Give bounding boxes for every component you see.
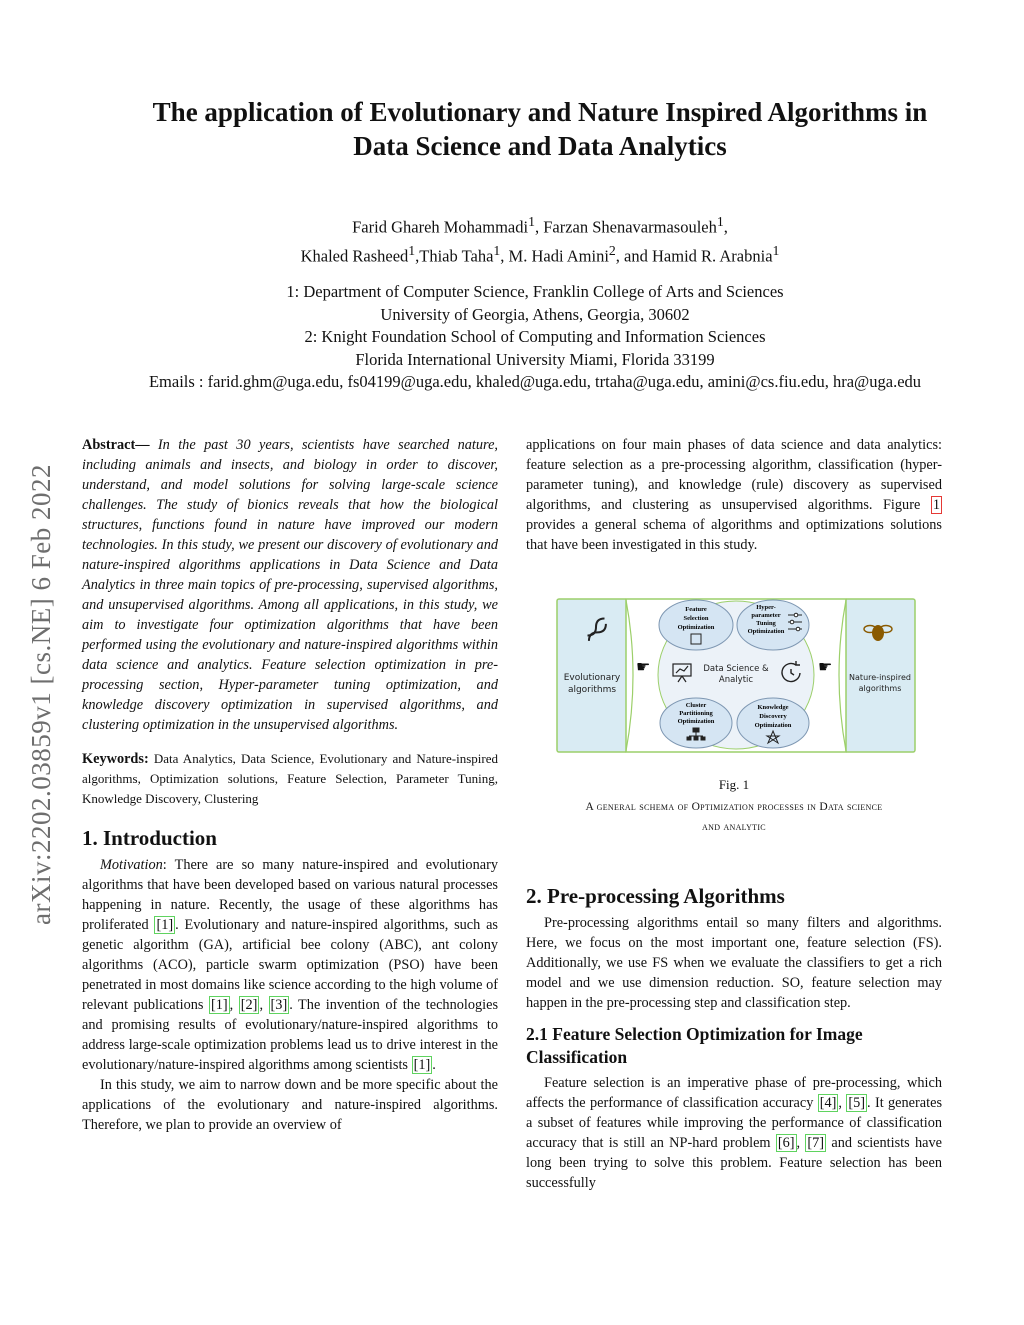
- cluster-node: [660, 698, 732, 748]
- author-name: Farid Ghareh Mohammadi: [352, 217, 529, 237]
- separator: ,: [796, 1135, 806, 1151]
- node-label: Tuning: [756, 620, 776, 627]
- citation-link[interactable]: [6]: [777, 1135, 795, 1151]
- arxiv-identifier: arXiv:2202.03859v1 [cs.NE] 6 Feb 2022: [26, 464, 56, 925]
- citation-link[interactable]: [1]: [210, 997, 228, 1013]
- paper-title: [80, 95, 1000, 163]
- caption-line-2: and analytic: [702, 821, 766, 833]
- center-label-2: Analytic: [718, 675, 754, 685]
- node-label: Partitioning: [679, 710, 713, 717]
- abstract: [82, 435, 498, 735]
- title-line-1: The application of Evolutionary and Nature Inspired Algorithms in: [152, 97, 928, 127]
- caption-line-1: A general schema of Optimization processes in Data science: [585, 801, 883, 813]
- author-name: ,Thiab Taha: [415, 246, 494, 265]
- pointing-hand-icon: ☛: [636, 657, 651, 676]
- separator: ,: [259, 997, 269, 1013]
- author-name: , Farzan Shenavarmasouleh: [534, 217, 717, 237]
- schema-diagram: [556, 597, 916, 755]
- citation-link[interactable]: [2]: [240, 997, 258, 1013]
- section-2: [526, 883, 942, 1193]
- feature-selection-paragraph: [526, 1073, 942, 1193]
- citation-link[interactable]: [7]: [807, 1135, 825, 1151]
- section-heading-preprocessing: 2. Pre-processing Algorithms: [526, 884, 785, 908]
- right-column: [526, 435, 942, 555]
- evolutionary-label-2: algorithms: [567, 685, 617, 695]
- affiliation-mark: 1: [408, 242, 416, 258]
- affiliation-mark: 2: [608, 242, 616, 258]
- paragraph-text: and scientists have long been trying to solve this problem. Feature selection has been successfully: [526, 1135, 942, 1191]
- figure-schema: [556, 597, 916, 755]
- center-label-1: Data Science &: [703, 664, 769, 674]
- preprocessing-paragraph: Pre-processing algorithms entail so many filters and algorithms. Here, we focus on the most important one, feature selection (FS). Additionally, we use FS when we evaluate the classifiers to get a rich model and we use dimension reduction. SO, feature selection may happen in the pre-processing step and classification step.: [526, 915, 942, 1011]
- node-label: parameter: [751, 612, 781, 619]
- affiliation-mark: 1: [493, 242, 501, 258]
- evolutionary-label-1: Evolutionary: [563, 673, 621, 683]
- paragraph-text: provides a general schema of algorithms and optimizations solutions that have been investigated in this study.: [526, 517, 942, 553]
- author-name: , and Hamid R. Arabnia: [615, 246, 773, 265]
- author-name: Khaled Rasheed: [300, 246, 409, 265]
- paragraph-text: Feature selection is an imperative phase of pre-processing, which affects the performance of classification accuracy: [526, 1075, 942, 1111]
- affiliation-line: 2: Knight Foundation School of Computing and Information Sciences: [304, 327, 766, 346]
- affiliation-line: 1: Department of Computer Science, Franklin College of Arts and Sciences: [286, 282, 784, 301]
- motivation-lead: Motivation: [100, 857, 163, 873]
- citation-link[interactable]: [1]: [156, 917, 174, 933]
- affiliation-mark: 1: [528, 214, 535, 229]
- citation-link[interactable]: [4]: [819, 1095, 837, 1111]
- affiliation-mark: 1: [716, 214, 724, 229]
- paragraph-text: .: [432, 1057, 436, 1073]
- node-label: Selection: [683, 615, 709, 622]
- nature-label-2: algorithms: [858, 684, 902, 693]
- separator: ,: [229, 997, 239, 1013]
- figure-link[interactable]: 1: [932, 497, 940, 513]
- paragraph-text: applications on four main phases of data science and data analytics: feature selection as a pre-processing algorithm, classification (hyper-parameter tuning), and knowledge (rule) discovery as supervised algorithms, and clustering as unsupervised algorithms. Figure: [526, 437, 942, 513]
- left-column: [82, 435, 498, 1135]
- figure-number: Fig. 1: [718, 777, 750, 792]
- citation-link[interactable]: [3]: [270, 997, 288, 1013]
- affiliation-line: University of Georgia, Athens, Georgia, 30602: [380, 304, 690, 324]
- title-line-2: Data Science and Data Analytics: [353, 131, 727, 161]
- citation-link[interactable]: [1]: [413, 1057, 431, 1073]
- figure-caption: [526, 797, 942, 837]
- paragraph-text: . The invention of the technologies and promising results of evolutionary/nature-inspired algorithms to address large-scale optimization problems lead us to drive interest in the evolutionary/nature-inspired algorithms among scientists: [82, 997, 499, 1073]
- keywords-label: Keywords:: [82, 751, 149, 767]
- keywords: [82, 749, 498, 809]
- node-label: Optimization: [677, 624, 715, 631]
- subsection-heading-feature-selection: 2.1 Feature Selection Optimization for Image Classification: [526, 1024, 863, 1067]
- hyperparameter-node: [737, 600, 809, 650]
- paragraph-text: . Evolutionary and nature-inspired algorithms, such as genetic algorithm (GA), artificial bee colony (ABC), ant colony algorithms (ACO), particle swarm optimization (PSO) have been penetrated in most domains like science according to the high volume of relevant publications: [82, 917, 498, 1013]
- paragraph-text: : There are so many nature-inspired and evolutionary algorithms that have been developed based on various natural processes happening in nature. Recently, the usage of these algorithms has proliferated: [82, 857, 498, 933]
- node-label: Knowledge: [757, 704, 789, 711]
- author-list: [80, 210, 1000, 267]
- paragraph-text: . It generates a subset of features while improving the performance of classification accuracy that is still an NP-hard problem: [526, 1095, 943, 1151]
- keywords-text: Data Analytics, Data Science, Evolutionary and Nature-inspired algorithms, Optimization solutions, Feature Selection, Parameter Tuning, Knowledge Discovery, Clustering: [82, 751, 498, 806]
- node-label: Optimization: [747, 628, 785, 635]
- author-name: , M. Hadi Amini: [500, 246, 609, 265]
- knowledge-node: [737, 698, 809, 748]
- intro-paragraph-1: [82, 855, 498, 1075]
- emails-line: Emails : farid.ghm@uga.edu, fs04199@uga.edu, khaled@uga.edu, trtaha@uga.edu, amini@cs.fiu.edu, hra@uga.edu: [148, 372, 922, 391]
- node-label: Feature: [685, 606, 707, 613]
- nature-label-1: Nature-inspired: [849, 673, 911, 682]
- feature-selection-node: [659, 600, 733, 650]
- affiliation-mark: 1: [772, 242, 780, 258]
- author-line-1: [80, 210, 1000, 239]
- affiliations: [60, 281, 1010, 394]
- citation-link[interactable]: [5]: [848, 1095, 866, 1111]
- pointing-hand-icon: ☛: [818, 657, 833, 676]
- abstract-label: Abstract—: [82, 437, 150, 453]
- abstract-text: In the past 30 years, scientists have searched nature, including animals and insects, and biology in order to discover, understand, and model solutions for solving large-scale science challenges. The study of bionics reveals that how the biological structures, functions found in nature have improved our modern technologies. In this study, we present our discovery of evolutionary and nature-inspired algorithms applications in Data Science and Data Analytics in three main topics of pre-processing, supervised algorithms, and unsupervised algorithms. Among all applications, in this study, we aim to investigate four optimization algorithms that have been performed using the evolutionary and nature-inspired algorithms within data science and analytics. Feature selection optimization in pre-processing section, Hyper-parameter tuning optimization, and knowledge discovery optimization in supervised algorithms, and clustering optimization in the unsupervised algorithms.: [82, 437, 498, 733]
- node-label: Cluster: [685, 702, 707, 709]
- intro-paragraph-2: In this study, we aim to narrow down and be more specific about the applications of the evolutionary and nature-inspired algorithms. Therefore, we plan to provide an overview of: [82, 1077, 498, 1133]
- separator: ,: [723, 217, 728, 237]
- node-label: Optimization: [677, 718, 715, 725]
- author-line-2: [80, 239, 1000, 268]
- section-heading-introduction: 1. Introduction: [82, 826, 217, 850]
- node-label: Optimization: [754, 722, 792, 729]
- separator: ,: [838, 1095, 842, 1111]
- node-label: Hyper-: [756, 604, 776, 611]
- affiliation-line: Florida International University Miami, Florida 33199: [355, 349, 715, 369]
- right-intro-paragraph: [526, 435, 942, 555]
- node-label: Discovery: [759, 713, 787, 720]
